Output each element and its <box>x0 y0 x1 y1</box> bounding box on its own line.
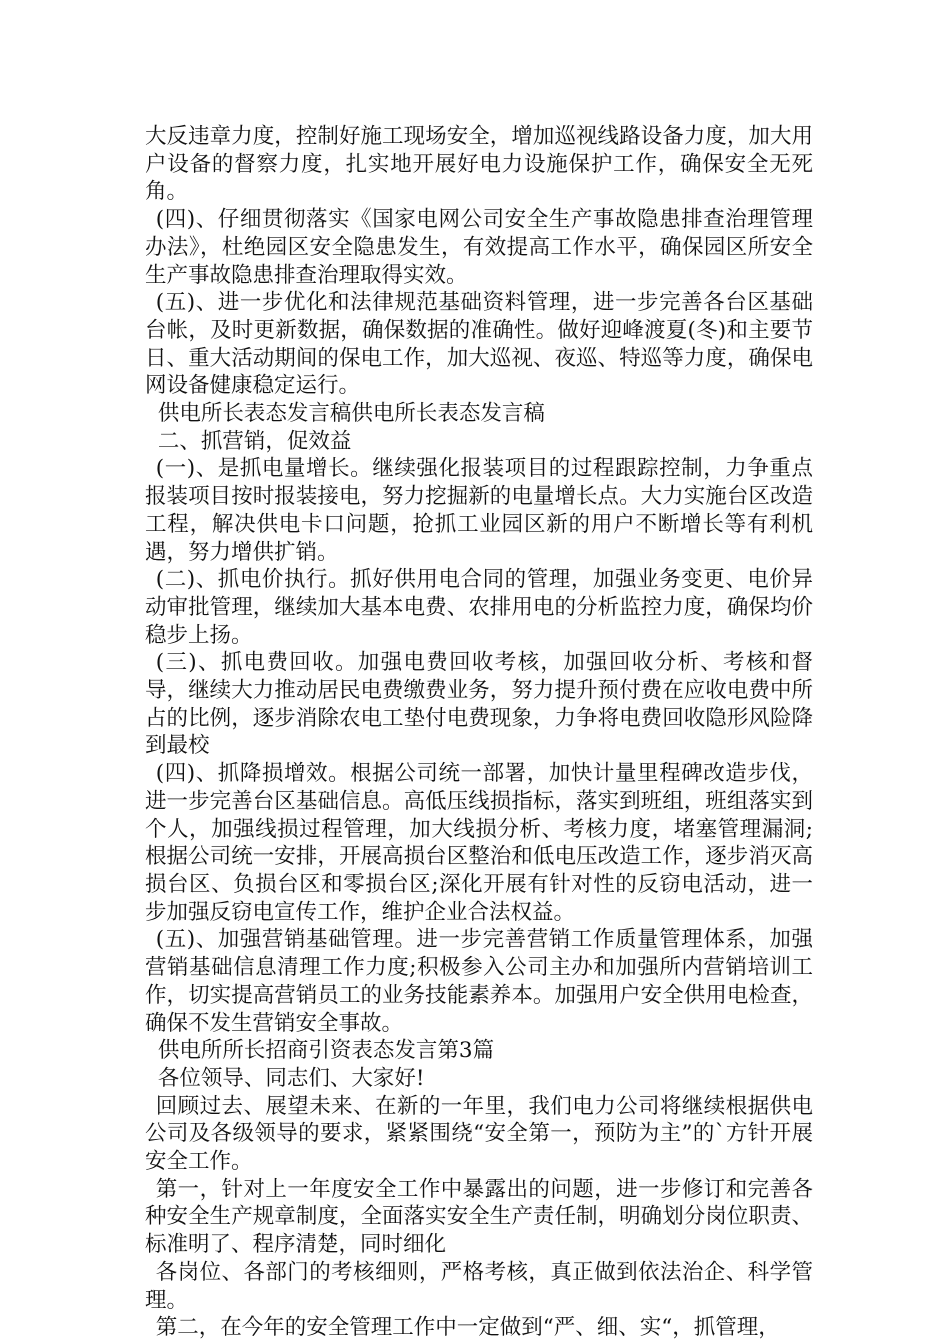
greeting-line: 各位领导、同志们、大家好! <box>157 1065 425 1091</box>
paragraph-safety-continuation: 大反违章力度，控制好施工现场安全，增加巡视线路设备力度，加大用户设备的督察力度，扎实地开展好电力设施保护工作，确保安全无死角。 <box>145 124 813 205</box>
section-heading-marketing: 二、抓营销，促效益 <box>157 428 352 454</box>
paragraph-marketing-basics: (五)、加强营销基础管理。进一步完善营销工作质量管理体系，加强营销基础信息清理工作力度;积极参入公司主办和加强所内营销培训工作，切实提高营销员工的业务技能素养本。加强用户安全供用电检查，确保不发生营销安全事故。 <box>145 927 813 1036</box>
paragraph-review-outlook: 回顾过去、展望未来、在新的一年里，我们电力公司将继续根据供电公司及各级领导的要求，紧紧围绕“安全第一，预防为主”的`方针开展安全工作。 <box>145 1093 813 1175</box>
document-body <box>145 123 813 1342</box>
paragraph-fee-collection: (三)、抓电费回收。加强电费回收考核，加强回收分析、考核和督导，继续大力推动居民电费缴费业务，努力提升预付费在应收电费中所占的比例，逐步消除农电工垫付电费现象，力争将电费回收隐形风险降到最校 <box>145 650 813 759</box>
paragraph-hazard-investigation: (四)、仔细贯彻落实《国家电网公司安全生产事故隐患排查治理管理办法》，杜绝园区安全隐患发生，有效提高工作水平，确保园区所安全生产事故隐患排查治理取得实效。 <box>145 207 813 288</box>
paragraph-basic-records: (五)、进一步优化和法律规范基础资料管理，进一步完善各台区基础台帐，及时更新数据，确保数据的准确性。做好迎峰渡夏(冬)和主要节日、重大活动期间的保电工作，加大巡视、夜巡、特巡等力度，确保电网设备健康稳定运行。 <box>145 290 813 399</box>
section-heading-article-3: 供电所所长招商引资表态发言第3篇 <box>157 1038 495 1064</box>
paragraph-price-execution: (二)、抓电价执行。抓好供用电合同的管理，加强业务变更、电价异动审批管理，继续加大基本电费、农排用电的分析监控力度，确保均价稳步上扬。 <box>145 567 813 648</box>
paragraph-second-point: 第二，在今年的安全管理工作中一定做到“严、细、实“，抓管理， <box>155 1315 780 1341</box>
paragraph-power-growth: (一)、是抓电量增长。继续强化报装项目的过程跟踪控制，力争重点报装项目按时报装接电，努力挖掘新的电量增长点。大力实施台区改造工程，解决供电卡口问题，抢抓工业园区新的用户不断增长等有利机遇，努力增供扩销。 <box>145 456 813 565</box>
paragraph-first-point: 第一，针对上一年度安全工作中暴露出的问题，进一步修订和完善各种安全生产规章制度，全面落实安全生产责任制，明确划分岗位职责、标准明了、程序清楚，同时细化 <box>145 1176 813 1258</box>
section-heading-speech-title: 供电所长表态发言稿供电所长表态发言稿 <box>157 401 545 427</box>
paragraph-first-point-continued: 各岗位、各部门的考核细则，严格考核，真正做到依法治企、科学管理。 <box>145 1259 813 1313</box>
paragraph-loss-reduction: (四)、抓降损增效。根据公司统一部署，加快计量里程碑改造步伐，进一步完善台区基础信息。高低压线损指标，落实到班组，班组落实到个人，加强线损过程管理，加大线损分析、考核力度，堵塞管理漏洞;根据公司统一安排，开展高损台区整治和低电压改造工作，逐步消灭高损台区、负损台区和零损台区;深化开展有针对性的反窃电活动，进一步加强反窃电宣传工作，维护企业合法权益。 <box>145 761 813 925</box>
